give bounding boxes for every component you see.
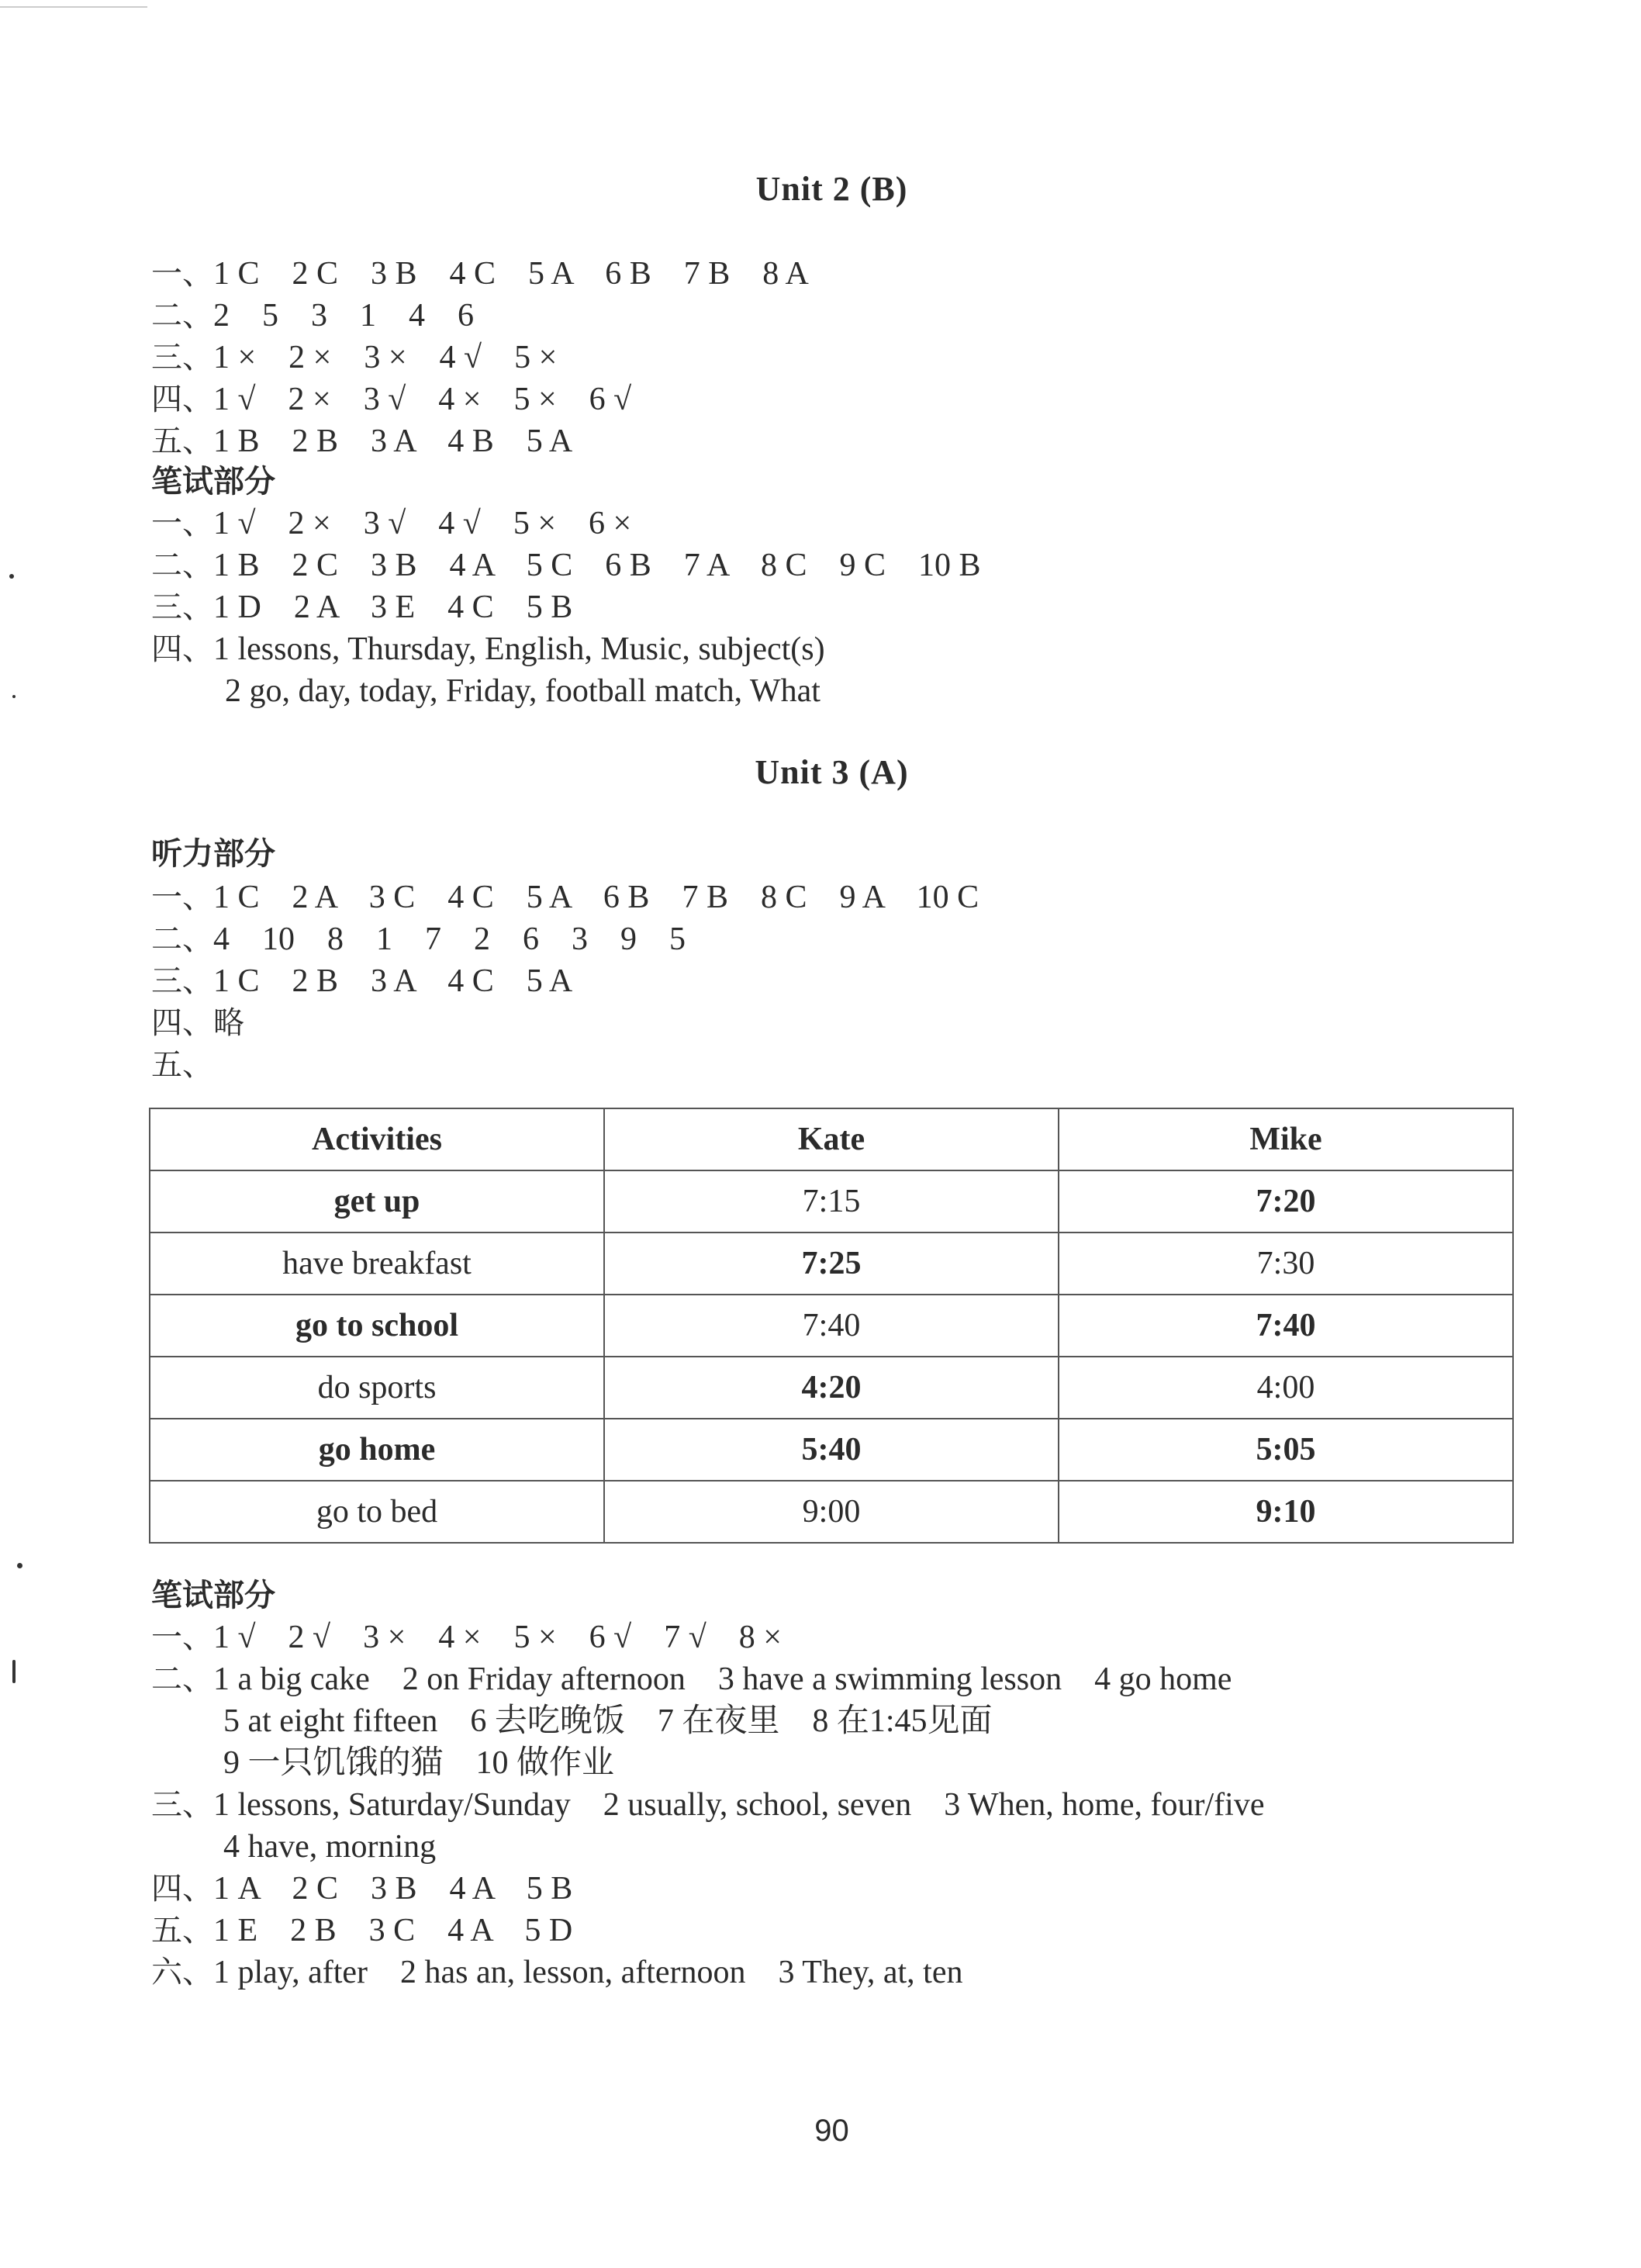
kate-time-cell: 9:00: [604, 1481, 1059, 1543]
unit3a-listening-5: 五、: [151, 1047, 213, 1083]
unit2b-listening-5: 五、1 B 2 B 3 A 4 B 5 A: [151, 424, 573, 459]
table-row: [150, 1295, 1513, 1357]
scan-edge-line: [0, 6, 147, 8]
unit2b-listening-4: 四、1 √ 2 × 3 √ 4 × 5 × 6 √: [151, 382, 632, 417]
unit3a-written-5: 五、1 E 2 B 3 C 4 A 5 D: [151, 1913, 573, 1948]
unit2b-written-1: 一、1 √ 2 × 3 √ 4 √ 5 × 6 ×: [151, 506, 632, 541]
scan-dot: [12, 695, 16, 698]
unit3a-listening-heading: 听力部分: [151, 836, 275, 872]
activity-cell: go to bed: [150, 1481, 604, 1543]
unit3a-written-3: 三、1 lessons, Saturday/Sunday 2 usually, school, seven 3 When, home, four/five: [151, 1787, 1265, 1823]
activity-cell: get up: [150, 1170, 604, 1233]
kate-time-cell: 5:40: [604, 1419, 1059, 1481]
table-header-row: [150, 1108, 1513, 1170]
kate-time-cell: 7:40: [604, 1295, 1059, 1357]
scan-dot: [17, 1563, 22, 1568]
kate-time-cell: 7:25: [604, 1233, 1059, 1295]
unit3a-listening-3: 三、1 C 2 B 3 A 4 C 5 A: [151, 963, 573, 999]
activity-cell: have breakfast: [150, 1233, 604, 1295]
unit2b-written-heading: 笔试部分: [151, 464, 275, 500]
unit2b-written-2: 二、1 B 2 C 3 B 4 A 5 C 6 B 7 A 8 C 9 C 10 B: [151, 548, 981, 583]
unit2b-listening-2: 二、2 5 3 1 4 6: [151, 298, 474, 334]
unit3a-written-6: 六、1 play, after 2 has an, lesson, afternoon 3 They, at, ten: [151, 1955, 963, 1990]
unit2b-title: Unit 2 (B): [755, 170, 908, 208]
unit2b-written-3: 三、1 D 2 A 3 E 4 C 5 B: [151, 589, 573, 625]
header-activities: Activities: [150, 1108, 604, 1170]
unit2b-written-4: 四、1 lessons, Thursday, English, Music, subject(s): [151, 631, 825, 667]
mike-time-cell: 9:10: [1059, 1481, 1513, 1543]
table-row: [150, 1233, 1513, 1295]
mike-time-cell: 7:30: [1059, 1233, 1513, 1295]
activity-cell: go home: [150, 1419, 604, 1481]
unit3a-listening-4: 四、略: [151, 1005, 244, 1041]
unit2b-written-4-cont: 2 go, day, today, Friday, football match, What: [225, 673, 820, 709]
page-number: 90: [814, 2114, 849, 2148]
table-row: [150, 1357, 1513, 1419]
scan-dot: [9, 574, 14, 579]
mike-time-cell: 4:00: [1059, 1357, 1513, 1419]
unit3a-written-1: 一、1 √ 2 √ 3 × 4 × 5 × 6 √ 7 √ 8 ×: [151, 1620, 782, 1655]
unit3a-written-3-cont: 4 have, morning: [223, 1829, 437, 1865]
header-mike: Mike: [1059, 1108, 1513, 1170]
mike-time-cell: 5:05: [1059, 1419, 1513, 1481]
unit3a-written-heading: 笔试部分: [151, 1578, 275, 1613]
header-kate: Kate: [604, 1108, 1059, 1170]
mike-time-cell: 7:20: [1059, 1170, 1513, 1233]
unit3a-title: Unit 3 (A): [755, 753, 909, 791]
kate-time-cell: 4:20: [604, 1357, 1059, 1419]
table-row: [150, 1481, 1513, 1543]
unit3a-listening-1: 一、1 C 2 A 3 C 4 C 5 A 6 B 7 B 8 C 9 A 10 C: [151, 880, 979, 915]
activity-cell: do sports: [150, 1357, 604, 1419]
activity-cell: go to school: [150, 1295, 604, 1357]
unit3a-written-2: 二、1 a big cake 2 on Friday afternoon 3 have a swimming lesson 4 go home: [151, 1661, 1232, 1697]
unit3a-listening-2: 二、4 10 8 1 7 2 6 3 9 5: [151, 921, 686, 957]
table-row: [150, 1419, 1513, 1481]
activities-table: [149, 1108, 1514, 1544]
kate-time-cell: 7:15: [604, 1170, 1059, 1233]
unit2b-listening-3: 三、1 × 2 × 3 × 4 √ 5 ×: [151, 340, 558, 375]
unit2b-listening-1: 一、1 C 2 C 3 B 4 C 5 A 6 B 7 B 8 A: [151, 256, 809, 292]
unit3a-written-4: 四、1 A 2 C 3 B 4 A 5 B: [151, 1871, 573, 1907]
scan-mark: [12, 1660, 16, 1683]
mike-time-cell: 7:40: [1059, 1295, 1513, 1357]
unit3a-written-2-cont-b: 9 一只饥饿的猫 10 做作业: [223, 1745, 615, 1781]
table-row: [150, 1170, 1513, 1233]
unit3a-written-2-cont-a: 5 at eight fifteen 6 去吃晚饭 7 在夜里 8 在1:45见面: [223, 1703, 993, 1739]
